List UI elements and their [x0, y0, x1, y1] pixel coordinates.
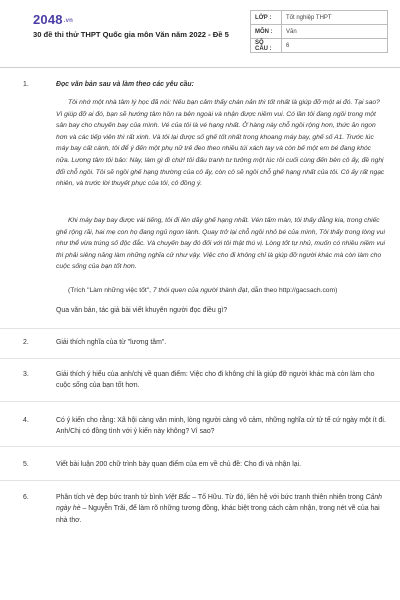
meta-label: LỚP :	[251, 11, 282, 25]
header	[0, 0, 400, 62]
meta-value: Tốt nghiệp THPT	[282, 11, 388, 25]
meta-label: MÔN :	[251, 25, 282, 39]
meta-value: Văn	[282, 25, 388, 39]
question-6-text	[56, 492, 386, 526]
meta-label: SỐ CÂU :	[251, 39, 282, 53]
meta-value: 6	[282, 39, 388, 53]
q6-text-part: Phân tích vẻ đẹp bức tranh tứ bình	[56, 494, 165, 501]
question-number: 3.	[23, 371, 29, 378]
question-1-instruction: Đọc văn bản sau và làm theo các yêu cầu:	[56, 81, 194, 88]
page-title: 30 đề thi thử THPT Quốc gia môn Văn năm 2022 - Đề 5	[33, 30, 229, 39]
question-4-text: Có ý kiến cho rằng: Xã hội càng văn minh, lòng người càng vô cảm, những nghĩa cử tử tế cứ ngày một ít đi. Anh/Chị có đồng tình với ý kiến này không? Vì sao?	[56, 417, 386, 436]
question-5-text: Viết bài luận 200 chữ trình bày quan điểm của em về chủ đề: Cho đi và nhận lại.	[56, 461, 302, 468]
meta-row-class	[251, 11, 388, 25]
passage-citation	[68, 287, 388, 294]
question-divider	[0, 328, 400, 329]
exam-info-table	[250, 10, 388, 53]
site-logo[interactable]	[33, 12, 73, 27]
question-divider	[0, 401, 400, 402]
question-number: 6.	[23, 494, 29, 501]
question-divider	[0, 480, 400, 481]
question-number: 1.	[23, 81, 29, 88]
poem-title: Cảnh ngày hè	[56, 494, 383, 513]
question-3-text: Giải thích ý hiểu của anh/chị về quan điểm: Việc cho đi không chỉ là giúp đỡ người khác mà còn làm cho cuộc sống của bạn tốt hơn.	[56, 371, 375, 390]
question-divider	[0, 358, 400, 359]
logo-suffix: .vn	[63, 18, 74, 24]
question-divider	[0, 446, 400, 447]
poem-title: Việt Bắc	[164, 494, 191, 501]
logo-text: 2048	[33, 12, 63, 27]
question-2-text: Giải thích nghĩa của từ "lương tâm".	[56, 339, 167, 346]
meta-row-subject	[251, 25, 388, 39]
question-1-text: Qua văn bản, tác giả bài viết khuyên người đọc điều gì?	[56, 307, 228, 314]
question-number: 2.	[23, 339, 29, 346]
passage-paragraph-2: Khi máy bay bay được vài tiếng, tôi đi lên dãy ghế hạng nhất. Vén tấm màn, tôi thấy đằng kia, trong chiếc ghế rộng rãi, hai mẹ con họ đang ngủ ngon lành. Quay trở lại chỗ ngồi nhỏ bé của mình, Tôi thấy trong lòng vui như thể vừa trúng số độc đắc. Và chuyến bay đó đối với tôi thật thú vị. Lòng tốt tự nhủ, muốn có nhiều niềm vui thì phải siêng năng làm những nghĩa cử như vậy. Việc cho đi không chỉ là giúp đỡ người khác mà còn làm cho cuộc sống của bạn tốt hơn.	[56, 217, 386, 271]
meta-row-count	[251, 39, 388, 53]
header-divider	[0, 67, 400, 68]
citation-book: 7 thói quen của người thành đạt	[152, 287, 248, 294]
citation-part: , dẫn theo http://gacsach.com)	[247, 287, 338, 294]
q6-text-part: – Nguyễn Trãi, để làm rõ những tương đồng, khác biệt trong cách cảm nhận, trong nét vẽ của hai nhà thơ.	[56, 505, 380, 524]
citation-part: (Trích "Làm những việc tốt",	[68, 287, 153, 294]
passage-paragraph-1: Tôi nhớ một nhà tâm lý học đã nói: Nếu bạn cảm thấy chán nản thì tốt nhất là giúp đỡ một ai đó. Tại sao? Vì giúp đỡ ai đó, bạn sẽ hướng tâm hồn ra bên ngoài và nhận được niềm vui. Có lần tôi đang ngồi trong một sân bay cho chuyến bay của mình. Vé của tôi là vé hạng nhất. Ở hàng này chỗ ngồi rộng hơn, thức ăn ngon hơn và các tiếp viên thì rất xinh. Và tôi lại được số ghế tốt nhất trong khoang máy bay, ghế số A1. Trước lúc máy bay cất cánh, tôi để ý đến một phụ nữ trẻ đeo theo nhiều túi xách tay và còn bế một em bé đang khóc nữa. Lương tâm tôi bảo: Này, làm gì đi chứ! tôi đấu tranh tư tưởng một lúc rồi cuối cùng đến bên cô ấy, đề nghị đổi chỗ ngồi. Tôi sẽ ngồi ghế hạng thường của cô ấy, còn cô sẽ ngồi chỗ ghế hạng nhất của tôi. Cô ấy rất ngạc nhiên, và trước lời thuyết phục của tôi, cô đồng ý.	[56, 99, 385, 188]
question-number: 4.	[23, 417, 29, 424]
q6-text-part: – Tố Hữu. Từ đó, liên hệ với bức tranh thiên nhiên trong	[190, 494, 366, 501]
question-number: 5.	[23, 461, 29, 468]
